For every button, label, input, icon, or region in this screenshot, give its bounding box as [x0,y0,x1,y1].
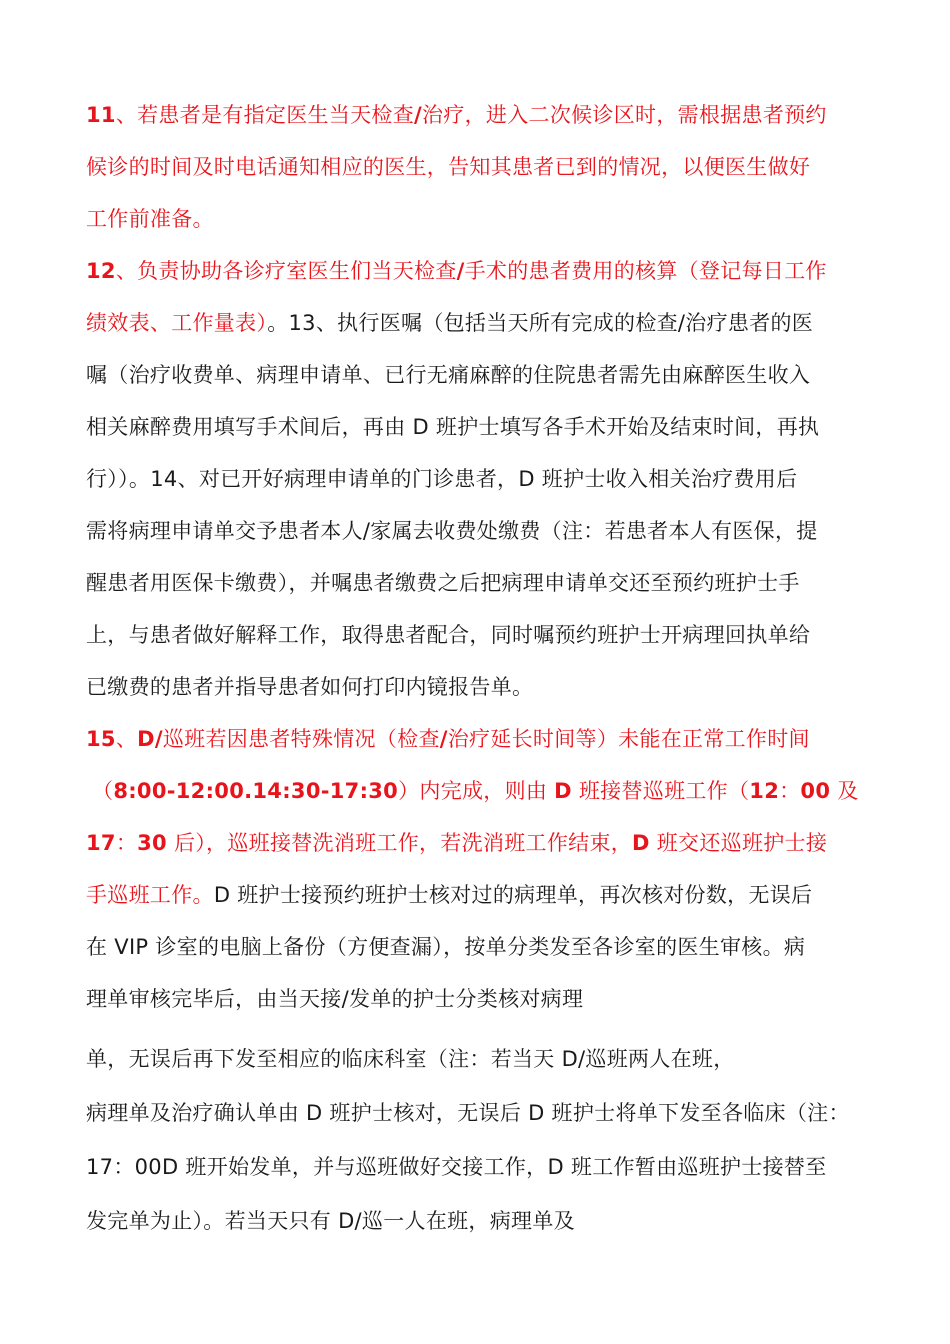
text-line [86,672,533,702]
text-line [86,568,800,598]
text-segment: 12 [86,259,116,283]
text-segment: / [439,727,448,751]
text-segment: 17：00D 班开始发单，并与巡班做好交接工作，D 班工作暂由巡班护士接替至 [86,1155,827,1179]
text-line [86,308,813,338]
text-segment: 、 [115,727,138,751]
text-line [86,516,818,546]
text-line [86,932,805,962]
text-segment: 单，无误后再下发至相应的临床科室（注：若当天 D/巡班两人在班， [86,1047,735,1071]
text-line [86,152,810,182]
text-segment: D [554,779,572,803]
text-segment: 已缴费的患者并指导患者如何打印内镜报告单。 [86,675,534,699]
text-line [86,360,810,390]
text-segment: 工作前准备。 [86,207,214,231]
text-segment: 班交还巡班护士接 [649,831,828,855]
text-line [86,204,214,234]
text-segment: 病理单及治疗确认单由 D 班护士核对，无误后 D 班护士将单下发至各临床（注： [86,1101,850,1125]
text-segment: 绩效表、工作量表） [86,311,268,335]
text-segment: ： [779,779,801,803]
text-segment: 后），巡班接替洗消班工作，若洗消班工作结束， [166,831,633,855]
text-segment: 班接替巡班工作（ [571,779,750,803]
text-segment: 15 [86,727,116,751]
text-segment: 候诊的时间及时电话通知相应的医生，告知其患者已到的情况，以便医生做好 [86,155,811,179]
text-line [86,464,797,494]
text-segment: 手术的患者费用的核算（登记每日工作 [464,259,827,283]
text-line [92,776,859,806]
text-segment: 手巡班工作。 [86,883,214,907]
text-segment: 11 [86,103,116,127]
text-segment: （ [92,779,114,803]
text-segment: 00 [800,779,831,803]
text-line [86,880,812,910]
text-line [86,256,827,286]
text-segment: 理单审核完毕后，由当天接/发单的护士分类核对病理 [86,987,584,1011]
text-line [86,1044,735,1074]
text-segment: 12 [749,779,780,803]
text-segment: 治疗，进入二次候诊区时，需根据患者预约 [422,103,827,127]
text-segment: D [632,831,650,855]
text-line [86,984,583,1014]
text-segment: 醒患者用医保卡缴费），并嘱患者缴费之后把病理申请单交还至预约班护士手 [86,571,800,595]
text-segment: 上，与患者做好解释工作，取得患者配合，同时嘱预约班护士开病理回执单给 [86,623,811,647]
text-line [86,724,810,754]
text-segment: / [414,103,423,127]
text-line [86,412,819,442]
text-line [86,1152,827,1182]
text-segment: ： [115,831,138,855]
text-segment: / [456,259,465,283]
text-segment: D 班护士接预约班护士核对过的病理单，再次核对份数，无误后 [213,883,813,907]
text-segment: 治疗延长时间等）未能在正常工作时间 [447,727,810,751]
text-segment: 需将病理申请单交予患者本人/家属去收费处缴费（注：若患者本人有医保，提 [86,519,818,543]
text-segment: 。13、执行医嘱（包括当天所有完成的检查/治疗患者的医 [267,311,814,335]
text-segment: 17 [86,831,116,855]
text-line [86,1206,575,1236]
text-segment: 嘱（治疗收费单、病理申请单、已行无痛麻醉的住院患者需先由麻醉医生收入 [86,363,811,387]
text-line [86,620,810,650]
text-segment: 、负责协助各诊疗室医生们当天检查 [115,259,457,283]
text-segment: 行））。14、对已开好病理申请单的门诊患者，D 班护士收入相关治疗费用后 [86,467,798,491]
text-segment: 8:00-12:00.14:30-17:30 [113,779,399,803]
text-line [86,828,827,858]
text-segment: 及 [830,779,859,803]
text-line [86,1098,850,1128]
text-segment: 相关麻醉费用填写手术间后，再由 D 班护士填写各手术开始及结束时间，再执 [86,415,820,439]
text-segment: 巡班若因患者特殊情况（检查 [162,727,440,751]
text-segment: 、若患者是有指定医生当天检查 [115,103,415,127]
text-line [86,100,827,130]
text-segment: D/ [137,727,163,751]
text-segment: 30 [137,831,167,855]
text-segment: 在 VIP 诊室的电脑上备份（方便查漏），按单分类发至各诊室的医生审核。病 [86,935,806,959]
text-segment: 发完单为止）。若当天只有 D/巡一人在班，病理单及 [86,1209,575,1233]
text-segment: ）内完成，则由 [398,779,555,803]
